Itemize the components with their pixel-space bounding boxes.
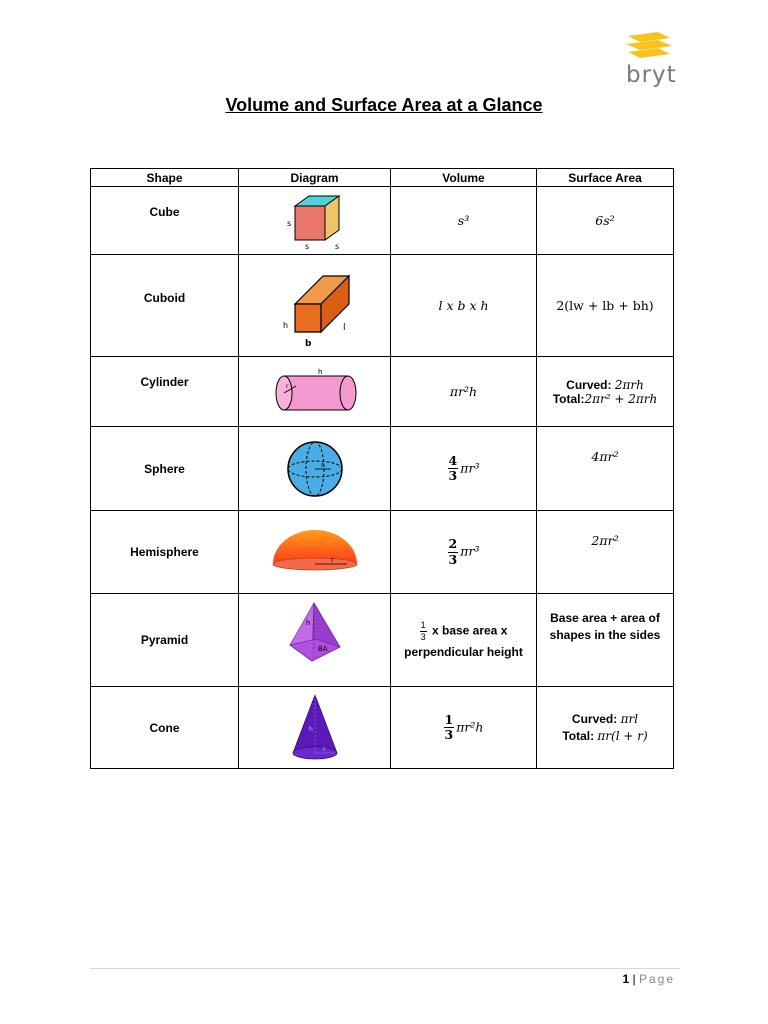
cube-label-bottom: s: [304, 241, 309, 251]
volume-fraction: $\frac{4}{3}$: [448, 452, 458, 483]
cylinder-diagram: [270, 366, 360, 418]
shape-name: Cylinder: [91, 357, 239, 427]
cuboid-diagram: [265, 262, 365, 350]
volume-fraction: $\frac{2}{3}$: [448, 536, 458, 567]
page-number: 1: [622, 972, 630, 986]
surface-curved-label: Curved:: [571, 712, 621, 726]
header-shape: Shape: [91, 169, 239, 187]
cuboid-label-l: l: [342, 322, 346, 333]
cuboid-label-b: b: [304, 338, 311, 349]
cylinder-label-h: h: [317, 367, 322, 376]
table-row: [91, 594, 674, 687]
surface-total-label: Total:: [552, 391, 585, 406]
shape-name: Cuboid: [91, 255, 239, 357]
cuboid-label-h: h: [282, 320, 288, 330]
volume-formula: $\frac{1}{3}$ x base area x perpendicular height: [391, 594, 537, 687]
cone-label-r: r: [322, 745, 325, 753]
surface-curved-label: Curved:: [566, 377, 615, 392]
hemisphere-label-r: r: [330, 556, 334, 564]
page-word: Page: [638, 972, 675, 986]
header-diagram: Diagram: [239, 169, 391, 187]
cylinder-label-r: r: [285, 382, 288, 390]
surface-total-label: Total:: [562, 729, 598, 743]
cube-label-side: s: [286, 218, 291, 228]
table-row: [91, 511, 674, 594]
cone-diagram: [285, 691, 345, 765]
sphere-label-r: r: [320, 460, 324, 469]
surface-curved-formula: πrl: [620, 712, 639, 726]
footer-separator: |: [629, 972, 639, 986]
shape-name: Sphere: [91, 427, 239, 511]
shape-name: Cube: [91, 187, 239, 255]
cube-label-depth: s: [334, 241, 339, 251]
volume-fraction: $\frac{1}{3}$: [420, 620, 426, 642]
volume-formula: l x b x h: [391, 255, 537, 357]
table-row: [91, 357, 674, 427]
shape-name: Pyramid: [91, 594, 239, 687]
volume-formula: πr²h: [391, 357, 537, 427]
surface-curved-formula: 2πrh: [614, 377, 644, 392]
table-row: [91, 255, 674, 357]
pyramid-diagram: [280, 599, 350, 681]
volume-formula: s³: [391, 187, 537, 255]
surface-area-formula: 4πr²: [537, 427, 674, 511]
surface-area-formula: Base area + area of shapes in the sides: [537, 594, 674, 687]
shape-name: Cone: [91, 687, 239, 769]
header-surface-area: Surface Area: [537, 169, 674, 187]
surface-area-formula: 2πr²: [537, 511, 674, 594]
formula-table: [90, 168, 674, 769]
cube-diagram: [275, 190, 355, 252]
shape-name: Hemisphere: [91, 511, 239, 594]
surface-area-formula: 2(lw + lb + bh): [537, 255, 674, 357]
page-footer: [0, 972, 675, 986]
surface-area-formula: [537, 357, 674, 427]
hemisphere-diagram: [267, 524, 363, 580]
surface-total-formula: πr(l + r): [597, 729, 648, 743]
header-volume: Volume: [391, 169, 537, 187]
volume-formula: $\frac{1}{3}$ πr²h: [391, 687, 537, 769]
volume-fraction: $\frac{1}{3}$: [444, 711, 454, 742]
pyramid-label-h: h: [305, 619, 310, 627]
table-row: [91, 427, 674, 511]
cone-label-h: h: [308, 725, 313, 733]
volume-formula: $\frac{2}{3}$ πr³: [391, 511, 537, 594]
table-header-row: [91, 169, 674, 187]
pyramid-label-ba: BA: [317, 645, 328, 653]
table-row: [91, 687, 674, 769]
surface-total-formula: 2πr² + 2πrh: [584, 391, 658, 406]
surface-area-formula: [537, 687, 674, 769]
sphere-diagram: [283, 437, 347, 501]
footer-divider: [90, 968, 680, 969]
bryt-logo-text: bryt: [626, 62, 677, 88]
volume-formula: $\frac{4}{3}$ πr³: [391, 427, 537, 511]
table-row: [91, 187, 674, 255]
page-title: Volume and Surface Area at a Glance: [225, 95, 543, 115]
surface-area-formula: 6s²: [537, 187, 674, 255]
